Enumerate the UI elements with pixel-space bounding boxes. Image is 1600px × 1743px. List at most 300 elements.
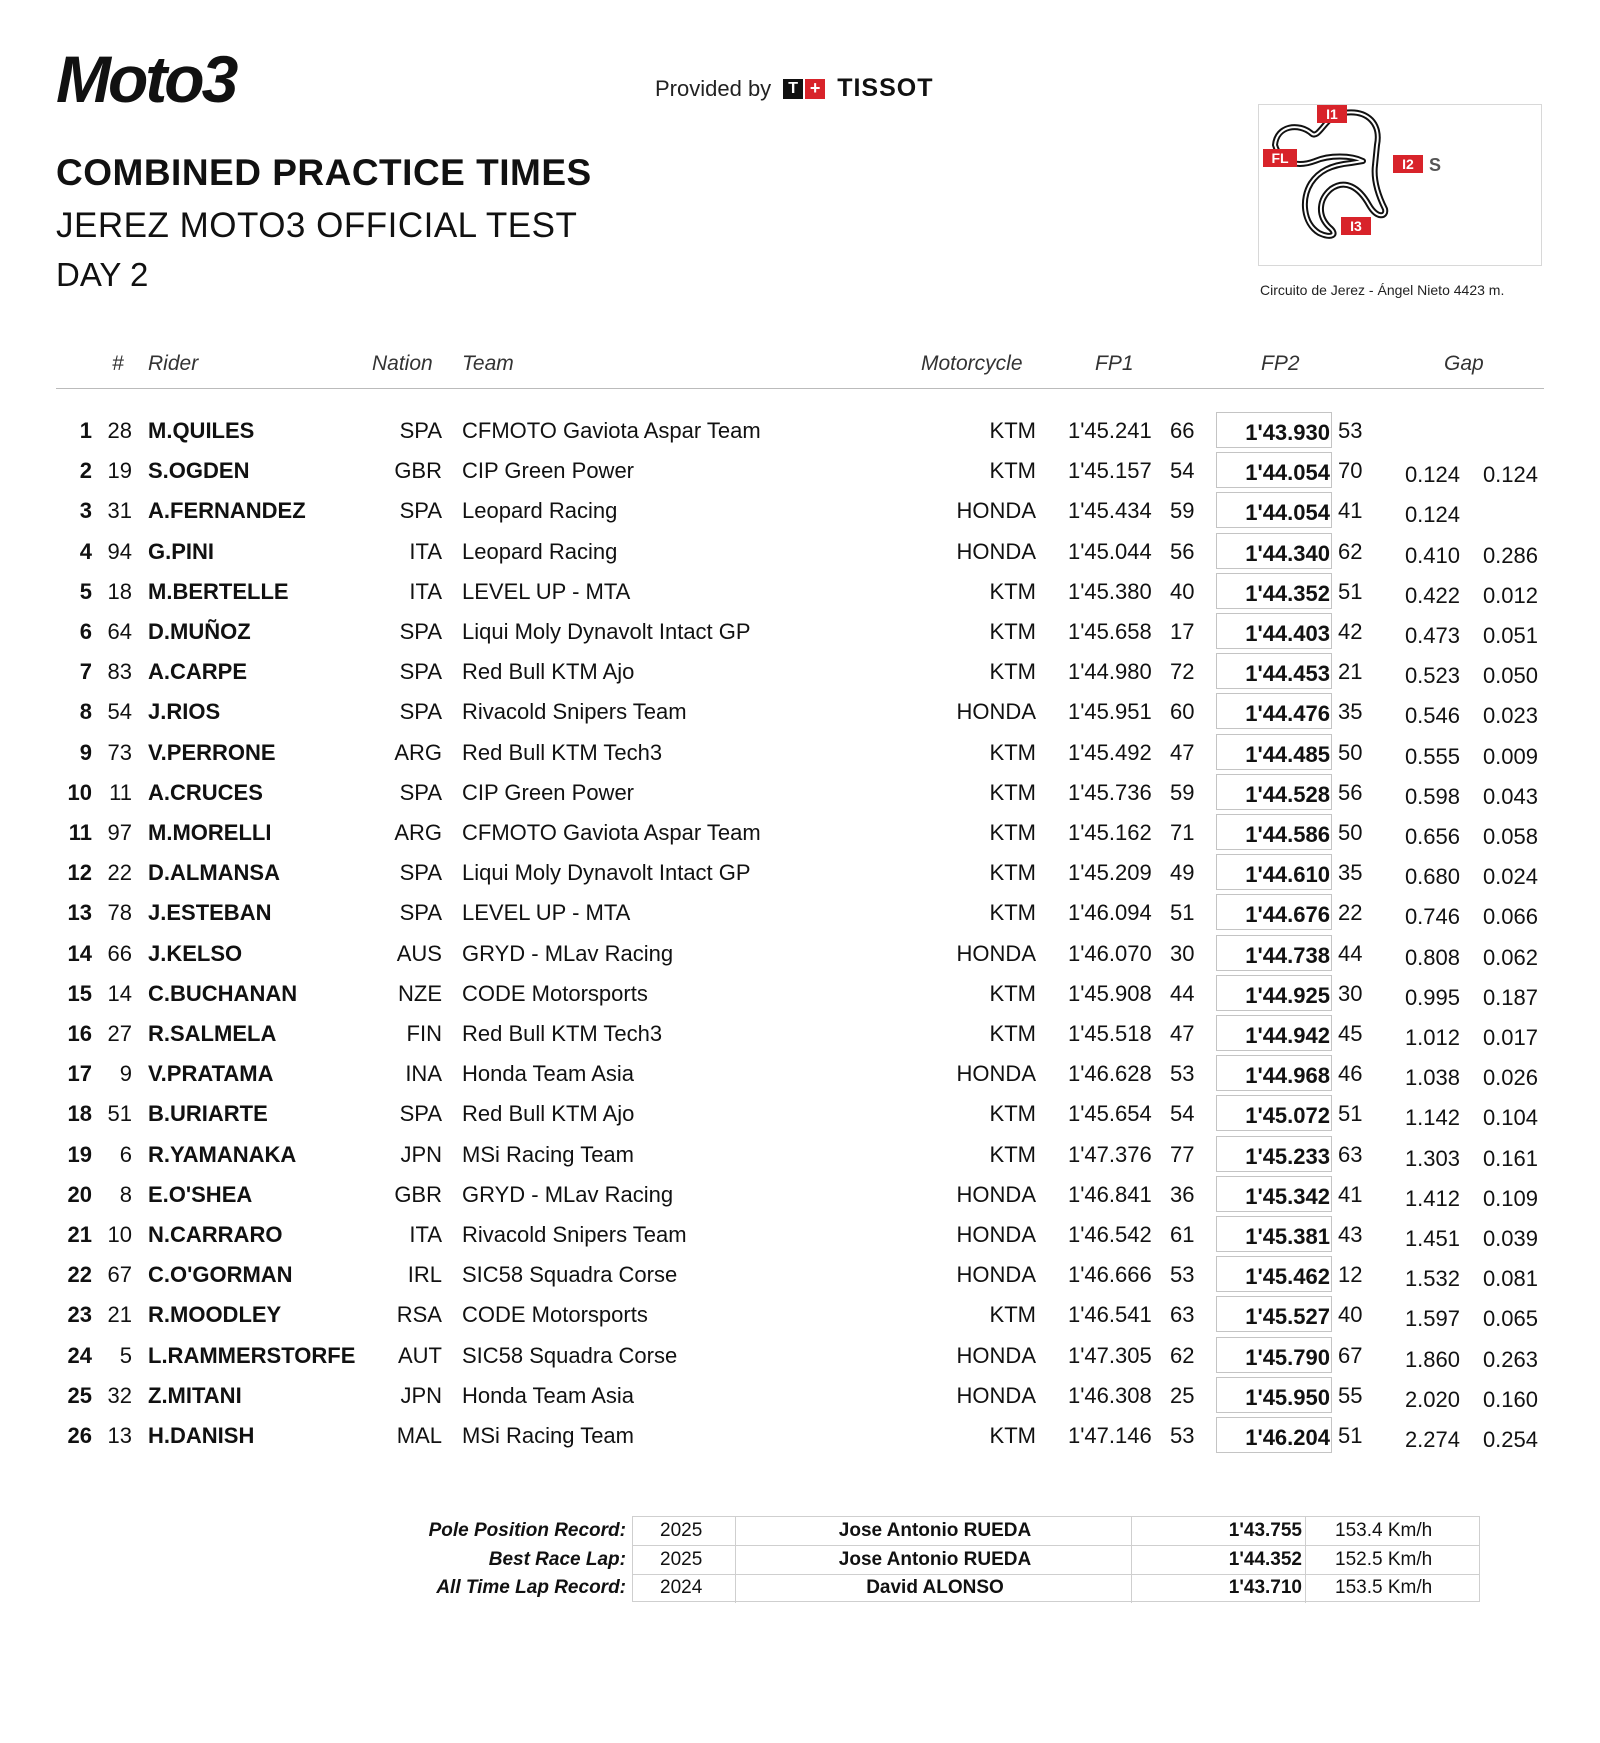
position: 21 bbox=[67, 1222, 92, 1247]
gap-to-leader: 0.680 bbox=[1404, 864, 1460, 890]
gap-to-leader: 1.532 bbox=[1404, 1266, 1460, 1292]
record-row bbox=[420, 1516, 1480, 1544]
rider-number: 10 bbox=[107, 1222, 132, 1247]
col-fp1: FP1 bbox=[1095, 352, 1134, 375]
gap-to-previous: 0.012 bbox=[1482, 582, 1538, 608]
rider-name: G.PINI bbox=[148, 538, 215, 564]
table-row bbox=[0, 452, 1600, 488]
team-name: Red Bull KTM Ajo bbox=[462, 1101, 635, 1127]
nation: MAL bbox=[396, 1423, 442, 1448]
nation: NZE bbox=[398, 980, 442, 1006]
gap-to-leader: 0.656 bbox=[1404, 824, 1460, 849]
motorcycle: HONDA bbox=[956, 1262, 1036, 1288]
fp2-time: 1'44.340 bbox=[1245, 540, 1330, 566]
table-row bbox=[0, 573, 1600, 609]
gap-to-previous: 0.058 bbox=[1482, 824, 1538, 849]
fp1-lap: 63 bbox=[1170, 1302, 1195, 1328]
team-name: Liqui Moly Dynavolt Intact GP bbox=[462, 619, 751, 644]
gap-to-leader: 0.555 bbox=[1404, 743, 1460, 769]
fp2-time: 1'46.204 bbox=[1245, 1425, 1330, 1450]
fp1-lap: 72 bbox=[1170, 659, 1195, 685]
gap-to-previous: 0.263 bbox=[1482, 1346, 1538, 1372]
motorcycle: KTM bbox=[989, 860, 1036, 886]
motorcycle: KTM bbox=[989, 739, 1036, 765]
fp2-lap: 40 bbox=[1338, 1302, 1363, 1328]
rider-number: 13 bbox=[107, 1423, 132, 1448]
record-year: 2025 bbox=[660, 1520, 703, 1541]
rider-number: 97 bbox=[107, 820, 132, 845]
fp1-lap: 54 bbox=[1170, 1101, 1195, 1127]
motorcycle: KTM bbox=[989, 980, 1036, 1006]
team-name: Honda Team Asia bbox=[462, 1061, 635, 1087]
rider-name: R.MOODLEY bbox=[148, 1302, 282, 1328]
nation: ITA bbox=[409, 1222, 442, 1247]
fp1-lap: 62 bbox=[1170, 1342, 1195, 1368]
gap-to-previous: 0.023 bbox=[1482, 703, 1538, 729]
gap-to-leader: 0.124 bbox=[1404, 502, 1460, 528]
gap-to-previous: 0.062 bbox=[1482, 944, 1538, 970]
fp2-time: 1'44.054 bbox=[1245, 460, 1330, 486]
table-row bbox=[0, 533, 1600, 569]
fp2-time: 1'44.676 bbox=[1245, 902, 1330, 928]
gap-to-previous: 0.187 bbox=[1482, 984, 1538, 1010]
nation: SPA bbox=[399, 418, 442, 443]
team-name: Leopard Racing bbox=[462, 538, 618, 564]
record-speed: 152.5 Km/h bbox=[1335, 1548, 1433, 1570]
motorcycle: KTM bbox=[989, 820, 1036, 845]
team-name: MSi Racing Team bbox=[462, 1423, 634, 1448]
table-row bbox=[0, 1256, 1600, 1292]
nation: GBR bbox=[394, 1181, 442, 1207]
fp1-time: 1'45.908 bbox=[1068, 980, 1152, 1006]
gap-to-leader: 0.546 bbox=[1404, 703, 1460, 729]
fp1-time: 1'47.376 bbox=[1068, 1141, 1152, 1167]
fp1-lap: 53 bbox=[1170, 1262, 1195, 1288]
svg-text:Moto3: Moto3 bbox=[56, 44, 236, 114]
fp1-time: 1'46.541 bbox=[1068, 1302, 1152, 1328]
record-year: 2025 bbox=[660, 1548, 703, 1570]
gap-to-previous: 0.160 bbox=[1482, 1386, 1538, 1412]
speed-trap-label: S bbox=[1429, 155, 1442, 175]
position: 9 bbox=[79, 739, 92, 765]
fp1-time: 1'45.492 bbox=[1068, 739, 1152, 765]
gap-to-previous: 0.286 bbox=[1482, 542, 1538, 568]
rider-name: V.PERRONE bbox=[148, 739, 276, 765]
gap-to-previous: 0.024 bbox=[1482, 864, 1538, 890]
rider-name: D.ALMANSA bbox=[148, 860, 280, 886]
gap-to-leader: 1.412 bbox=[1404, 1185, 1460, 1211]
gap-to-leader: 1.597 bbox=[1404, 1306, 1460, 1332]
table-row bbox=[0, 734, 1600, 770]
table-row bbox=[0, 492, 1600, 528]
position: 23 bbox=[67, 1302, 92, 1328]
rider-number: 83 bbox=[107, 659, 132, 685]
motorcycle: KTM bbox=[989, 1101, 1036, 1127]
rider-name: M.BERTELLE bbox=[148, 578, 289, 604]
position: 18 bbox=[67, 1101, 92, 1127]
rider-number: 64 bbox=[107, 619, 132, 644]
team-name: CFMOTO Gaviota Aspar Team bbox=[462, 418, 761, 443]
nation: FIN bbox=[406, 1021, 442, 1046]
position: 10 bbox=[67, 779, 92, 805]
rider-number: 73 bbox=[107, 739, 132, 765]
rider-number: 19 bbox=[107, 458, 132, 484]
fp1-lap: 60 bbox=[1170, 699, 1195, 725]
fp2-time: 1'44.352 bbox=[1245, 580, 1330, 606]
fp2-time: 1'45.790 bbox=[1245, 1344, 1330, 1370]
rider-name: J.RIOS bbox=[148, 699, 221, 725]
rider-number: 31 bbox=[107, 498, 132, 524]
tissot-logo-icon: T + bbox=[783, 79, 825, 99]
fp2-time: 1'45.527 bbox=[1245, 1304, 1330, 1330]
col-team: Team bbox=[462, 352, 514, 375]
gap-to-previous: 0.081 bbox=[1482, 1266, 1538, 1292]
nation: INA bbox=[405, 1061, 442, 1087]
nation: SPA bbox=[399, 498, 442, 524]
fp1-lap: 36 bbox=[1170, 1181, 1195, 1207]
team-name: SIC58 Squadra Corse bbox=[462, 1342, 678, 1368]
team-name: Rivacold Snipers Team bbox=[462, 1222, 687, 1247]
finish-line-label: FL bbox=[1271, 150, 1289, 166]
fp1-lap: 71 bbox=[1170, 820, 1195, 845]
fp2-time: 1'44.485 bbox=[1245, 741, 1330, 767]
motorcycle: KTM bbox=[989, 458, 1036, 484]
fp2-time: 1'44.925 bbox=[1245, 982, 1330, 1008]
nation: AUS bbox=[396, 940, 442, 966]
gap-to-leader: 2.274 bbox=[1404, 1427, 1460, 1452]
table-header bbox=[0, 352, 1600, 382]
position: 15 bbox=[67, 980, 92, 1006]
team-name: Rivacold Snipers Team bbox=[462, 699, 687, 725]
rider-name: C.BUCHANAN bbox=[148, 980, 298, 1006]
gap-to-leader: 0.598 bbox=[1404, 783, 1460, 809]
nation: ITA bbox=[409, 578, 442, 604]
rider-name: A.FERNANDEZ bbox=[148, 498, 306, 524]
rider-name: A.CARPE bbox=[148, 659, 248, 685]
position: 4 bbox=[79, 538, 92, 564]
rider-number: 22 bbox=[107, 860, 132, 886]
fp2-lap: 12 bbox=[1338, 1262, 1363, 1288]
fp2-time: 1'45.072 bbox=[1245, 1103, 1330, 1129]
record-row bbox=[420, 1573, 1480, 1601]
nation: SPA bbox=[399, 659, 442, 685]
gap-to-previous: 0.026 bbox=[1482, 1065, 1538, 1091]
record-speed: 153.5 Km/h bbox=[1335, 1577, 1433, 1598]
fp2-lap: 63 bbox=[1338, 1141, 1363, 1167]
record-time: 1'43.710 bbox=[1228, 1577, 1302, 1598]
fp2-time: 1'45.381 bbox=[1245, 1224, 1330, 1249]
table-row bbox=[0, 1055, 1600, 1091]
fp1-time: 1'46.542 bbox=[1068, 1222, 1152, 1247]
nation: SPA bbox=[399, 1101, 442, 1127]
motorcycle: HONDA bbox=[956, 1181, 1036, 1207]
fp2-lap: 62 bbox=[1338, 538, 1363, 564]
fp2-lap: 43 bbox=[1338, 1222, 1363, 1247]
gap-to-leader: 0.410 bbox=[1404, 542, 1460, 568]
record-time: 1'44.352 bbox=[1228, 1548, 1302, 1570]
fp2-time: 1'44.453 bbox=[1245, 661, 1330, 687]
fp1-lap: 59 bbox=[1170, 498, 1195, 524]
fp2-time: 1'44.968 bbox=[1245, 1063, 1330, 1089]
rider-number: 51 bbox=[107, 1101, 132, 1127]
nation: ITA bbox=[409, 538, 442, 564]
rider-name: J.KELSO bbox=[148, 940, 243, 966]
motorcycle: KTM bbox=[989, 1141, 1036, 1167]
record-label: Best Race Lap: bbox=[488, 1548, 626, 1570]
fp1-lap: 49 bbox=[1170, 860, 1195, 886]
rider-number: 8 bbox=[119, 1181, 132, 1207]
position: 24 bbox=[67, 1342, 92, 1368]
fp1-time: 1'45.658 bbox=[1068, 619, 1152, 644]
fp2-lap: 51 bbox=[1338, 1101, 1363, 1127]
rider-name: J.ESTEBAN bbox=[148, 900, 272, 926]
gap-to-previous: 0.065 bbox=[1482, 1306, 1538, 1332]
col-fp2: FP2 bbox=[1261, 352, 1300, 375]
fp2-lap: 51 bbox=[1338, 578, 1363, 604]
fp1-time: 1'47.305 bbox=[1068, 1342, 1152, 1368]
fp1-time: 1'47.146 bbox=[1068, 1423, 1152, 1448]
team-name: SIC58 Squadra Corse bbox=[462, 1262, 678, 1288]
nation: JPN bbox=[400, 1141, 442, 1167]
team-name: CIP Green Power bbox=[462, 458, 635, 484]
table-row bbox=[0, 693, 1600, 729]
fp1-time: 1'45.162 bbox=[1068, 820, 1152, 845]
fp2-lap: 50 bbox=[1338, 739, 1363, 765]
rider-number: 28 bbox=[107, 418, 132, 443]
fp2-lap: 30 bbox=[1338, 980, 1363, 1006]
nation: JPN bbox=[400, 1382, 442, 1408]
team-name: Honda Team Asia bbox=[462, 1382, 635, 1408]
fp1-time: 1'45.157 bbox=[1068, 458, 1152, 484]
gap-to-leader: 1.451 bbox=[1404, 1226, 1460, 1251]
fp2-lap: 44 bbox=[1338, 940, 1363, 966]
circuit-caption: Circuito de Jerez - Ángel Nieto 4423 m. bbox=[1260, 282, 1505, 298]
provided-by-label: Provided by bbox=[655, 75, 772, 101]
motorcycle: HONDA bbox=[956, 538, 1036, 564]
fp1-time: 1'45.736 bbox=[1068, 779, 1152, 805]
nation: IRL bbox=[407, 1262, 442, 1288]
gap-to-leader: 0.746 bbox=[1404, 904, 1460, 930]
record-rider: David ALONSO bbox=[866, 1577, 1004, 1598]
position: 11 bbox=[68, 820, 92, 845]
gap-to-previous: 0.066 bbox=[1482, 904, 1538, 930]
gap-to-previous: 0.109 bbox=[1482, 1185, 1538, 1211]
position: 3 bbox=[79, 498, 92, 524]
gap-to-leader: 0.473 bbox=[1404, 623, 1460, 648]
nation: SPA bbox=[399, 779, 442, 805]
fp2-lap: 42 bbox=[1338, 619, 1363, 644]
rider-number: 94 bbox=[107, 538, 132, 564]
fp1-time: 1'46.628 bbox=[1068, 1061, 1152, 1087]
motorcycle: KTM bbox=[989, 659, 1036, 685]
rider-name: N.CARRARO bbox=[148, 1222, 283, 1247]
gap-to-leader: 1.303 bbox=[1404, 1145, 1460, 1171]
fp2-lap: 45 bbox=[1338, 1021, 1363, 1046]
rider-number: 18 bbox=[107, 578, 132, 604]
fp2-time: 1'44.610 bbox=[1245, 862, 1330, 888]
motorcycle: KTM bbox=[989, 578, 1036, 604]
table-row bbox=[0, 1337, 1600, 1373]
gap-to-leader: 0.995 bbox=[1404, 984, 1460, 1010]
fp1-lap: 53 bbox=[1170, 1061, 1195, 1087]
rider-number: 21 bbox=[107, 1302, 132, 1328]
table-row bbox=[0, 894, 1600, 930]
position: 20 bbox=[67, 1181, 92, 1207]
table-row bbox=[0, 854, 1600, 890]
gap-to-previous: 0.050 bbox=[1482, 663, 1538, 689]
rider-name: B.URIARTE bbox=[148, 1101, 268, 1127]
fp2-time: 1'44.054 bbox=[1245, 500, 1330, 526]
fp2-lap: 35 bbox=[1338, 699, 1363, 725]
fp1-lap: 59 bbox=[1170, 779, 1195, 805]
rider-number: 6 bbox=[119, 1141, 132, 1167]
position: 1 bbox=[79, 418, 92, 443]
fp2-lap: 22 bbox=[1338, 900, 1363, 926]
motorcycle: HONDA bbox=[956, 1382, 1036, 1408]
motorcycle: KTM bbox=[989, 779, 1036, 805]
fp1-time: 1'45.951 bbox=[1068, 699, 1152, 725]
record-row bbox=[420, 1545, 1480, 1573]
rider-number: 67 bbox=[107, 1262, 132, 1288]
gap-to-previous: 0.161 bbox=[1482, 1145, 1538, 1171]
gap-to-leader: 0.808 bbox=[1404, 944, 1460, 970]
fp1-lap: 44 bbox=[1170, 980, 1195, 1006]
table-row bbox=[0, 975, 1600, 1011]
fp2-lap: 50 bbox=[1338, 820, 1363, 845]
motorcycle: HONDA bbox=[956, 699, 1036, 725]
fp2-lap: 53 bbox=[1338, 418, 1363, 443]
rider-number: 5 bbox=[119, 1342, 132, 1368]
fp2-time: 1'44.476 bbox=[1245, 701, 1330, 727]
team-name: CFMOTO Gaviota Aspar Team bbox=[462, 820, 761, 845]
fp1-time: 1'46.308 bbox=[1068, 1382, 1152, 1408]
motorcycle: HONDA bbox=[956, 1222, 1036, 1247]
record-rider: Jose Antonio RUEDA bbox=[838, 1520, 1032, 1541]
rider-number: 9 bbox=[119, 1061, 132, 1087]
rider-name: R.SALMELA bbox=[148, 1021, 277, 1046]
record-year: 2024 bbox=[660, 1577, 703, 1598]
sponsor-name: TISSOT bbox=[837, 74, 934, 102]
position: 7 bbox=[79, 659, 92, 685]
team-name: CIP Green Power bbox=[462, 779, 635, 805]
sector-i3-label: I3 bbox=[1350, 218, 1362, 234]
rider-name: A.CRUCES bbox=[148, 779, 263, 805]
table-row bbox=[0, 653, 1600, 689]
position: 14 bbox=[67, 940, 92, 966]
fp1-lap: 40 bbox=[1170, 578, 1195, 604]
gap-to-previous: 0.039 bbox=[1482, 1226, 1538, 1251]
gap-to-previous: 0.051 bbox=[1482, 623, 1538, 648]
fp1-time: 1'45.241 bbox=[1068, 418, 1152, 443]
record-rider: Jose Antonio RUEDA bbox=[838, 1548, 1032, 1570]
page-title: COMBINED PRACTICE TIMES bbox=[56, 152, 592, 193]
team-name: Red Bull KTM Tech3 bbox=[462, 1021, 663, 1046]
rider-number: 66 bbox=[107, 940, 132, 966]
fp1-lap: 54 bbox=[1170, 458, 1195, 484]
rider-name: S.OGDEN bbox=[148, 458, 250, 484]
table-row bbox=[0, 1015, 1600, 1051]
team-name: GRYD - MLav Racing bbox=[462, 1181, 674, 1207]
team-name: LEVEL UP - MTA bbox=[462, 900, 631, 926]
position: 16 bbox=[67, 1021, 92, 1046]
fp1-time: 1'45.654 bbox=[1068, 1101, 1152, 1127]
circuit-map bbox=[1258, 104, 1542, 266]
rider-number: 78 bbox=[107, 900, 132, 926]
fp2-lap: 41 bbox=[1338, 498, 1363, 524]
position: 8 bbox=[79, 699, 92, 725]
col-num: # bbox=[112, 352, 124, 375]
gap-to-previous: 0.017 bbox=[1482, 1025, 1538, 1050]
moto3-logo bbox=[56, 44, 366, 114]
record-speed: 153.4 Km/h bbox=[1335, 1520, 1433, 1541]
position: 6 bbox=[79, 619, 92, 644]
fp2-lap: 41 bbox=[1338, 1181, 1363, 1207]
motorcycle: KTM bbox=[989, 1302, 1036, 1328]
gap-to-leader: 1.038 bbox=[1404, 1065, 1460, 1091]
header-divider bbox=[56, 388, 1544, 389]
fp1-time: 1'45.434 bbox=[1068, 498, 1152, 524]
fp1-time: 1'45.044 bbox=[1068, 538, 1152, 564]
team-name: CODE Motorsports bbox=[462, 1302, 648, 1328]
fp2-time: 1'45.342 bbox=[1245, 1183, 1330, 1209]
motorcycle: HONDA bbox=[956, 1342, 1036, 1368]
position: 13 bbox=[67, 900, 92, 926]
fp2-time: 1'44.942 bbox=[1245, 1023, 1330, 1048]
position: 26 bbox=[67, 1423, 92, 1448]
nation: RSA bbox=[396, 1302, 442, 1328]
position: 17 bbox=[67, 1061, 92, 1087]
gap-to-leader: 2.020 bbox=[1404, 1386, 1460, 1412]
gap-to-previous: 0.043 bbox=[1482, 783, 1538, 809]
table-row bbox=[0, 412, 1600, 448]
nation: ARG bbox=[394, 820, 442, 845]
fp1-lap: 47 bbox=[1170, 739, 1195, 765]
table-row bbox=[0, 814, 1600, 850]
sector-i2-label: I2 bbox=[1402, 156, 1414, 172]
position: 19 bbox=[67, 1141, 92, 1167]
gap-to-leader: 1.142 bbox=[1404, 1105, 1460, 1131]
position: 5 bbox=[79, 578, 92, 604]
gap-to-previous: 0.104 bbox=[1482, 1105, 1538, 1131]
nation: SPA bbox=[399, 619, 442, 644]
team-name: GRYD - MLav Racing bbox=[462, 940, 674, 966]
fp1-lap: 53 bbox=[1170, 1423, 1195, 1448]
fp2-time: 1'43.930 bbox=[1245, 420, 1330, 445]
fp1-time: 1'46.094 bbox=[1068, 900, 1152, 926]
motorcycle: KTM bbox=[989, 1021, 1036, 1046]
rider-name: V.PRATAMA bbox=[148, 1061, 274, 1087]
fp1-time: 1'46.841 bbox=[1068, 1181, 1152, 1207]
fp2-time: 1'45.950 bbox=[1245, 1384, 1330, 1410]
team-name: Red Bull KTM Tech3 bbox=[462, 739, 663, 765]
rider-name: C.O'GORMAN bbox=[148, 1262, 293, 1288]
nation: SPA bbox=[399, 860, 442, 886]
position: 2 bbox=[79, 458, 92, 484]
rider-name: M.QUILES bbox=[148, 418, 255, 443]
col-rider: Rider bbox=[148, 352, 199, 375]
team-name: MSi Racing Team bbox=[462, 1141, 634, 1167]
fp1-lap: 61 bbox=[1170, 1222, 1195, 1247]
fp1-time: 1'46.070 bbox=[1068, 940, 1152, 966]
gap-to-previous: 0.009 bbox=[1482, 743, 1538, 769]
fp1-lap: 77 bbox=[1170, 1141, 1195, 1167]
rider-name: L.RAMMERSTORFE bbox=[148, 1342, 356, 1368]
sector-i1-label: I1 bbox=[1326, 106, 1338, 122]
record-time: 1'43.755 bbox=[1228, 1520, 1302, 1541]
fp2-lap: 21 bbox=[1338, 659, 1363, 685]
team-name: Red Bull KTM Ajo bbox=[462, 659, 635, 685]
rider-name: M.MORELLI bbox=[148, 820, 272, 845]
